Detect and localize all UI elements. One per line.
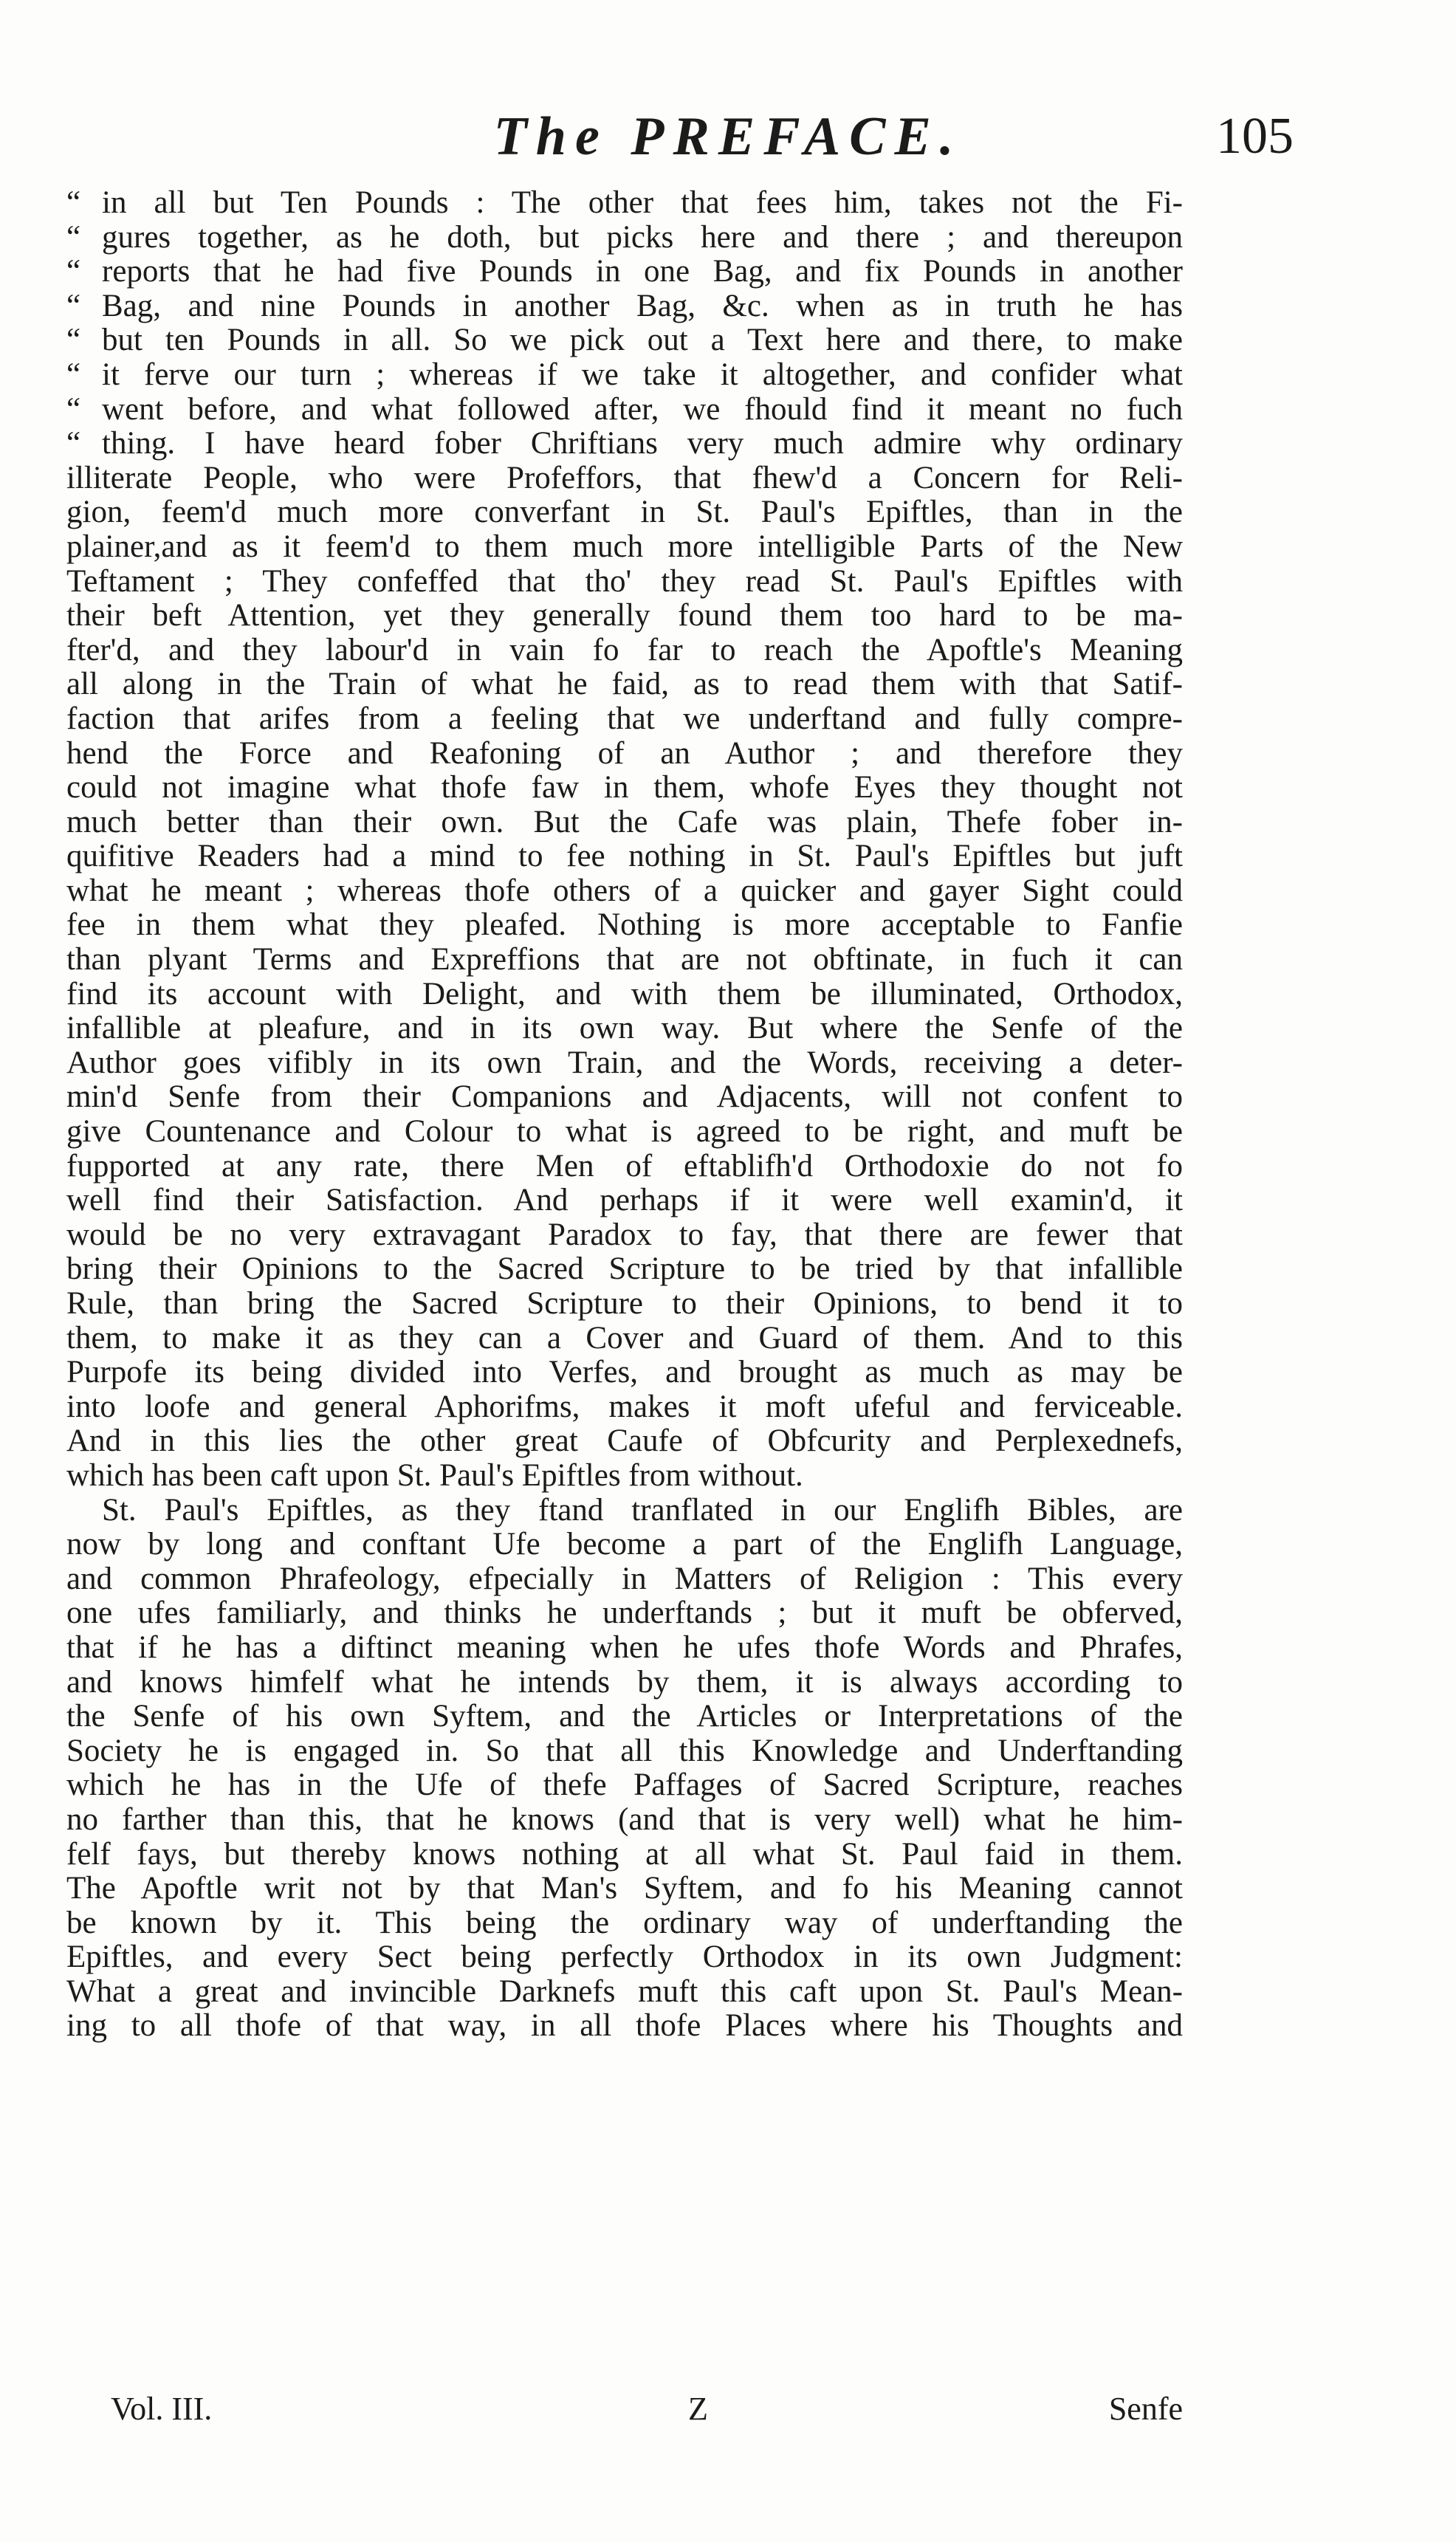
text-line: “ gures together, as he doth, but picks here and there ; and thereupon	[66, 221, 1183, 255]
text-line: no farther than this, that he knows (and that is very well) what he him-	[66, 1802, 1183, 1837]
text-line: into loofe and general Aphorifms, makes it moft ufeful and ferviceable.	[66, 1389, 1183, 1424]
page-footer	[0, 2387, 1456, 2431]
text-line: illiterate People, who were Profeffors, that fhew'd a Concern for Reli-	[66, 461, 1183, 495]
text-line: “ Bag, and nine Pounds in another Bag, &c. when as in truth he has	[66, 289, 1183, 324]
text-line: which he has in the Ufe of thefe Paffages of Sacred Scripture, reaches	[66, 1768, 1183, 1803]
text-line: “ in all but Ten Pounds : The other that fees him, takes not the Fi-	[66, 186, 1183, 221]
text-line: could not imagine what thofe faw in them, whofe Eyes they thought not	[66, 771, 1183, 805]
text-line: “ but ten Pounds in all. So we pick out a Text here and there, to make	[66, 323, 1183, 358]
text-line: fee in them what they pleafed. Nothing is more acceptable to Fanfie	[66, 908, 1183, 943]
text-line: hend the Force and Reafoning of an Author ; and therefore they	[66, 736, 1183, 771]
text-line: be known by it. This being the ordinary way of underftanding the	[66, 1906, 1183, 1940]
text-line: ing to all thofe of that way, in all thofe Places where his Thoughts and	[66, 2009, 1183, 2044]
text-line: Teftament ; They confeffed that tho' they read St. Paul's Epiftles with	[66, 564, 1183, 599]
text-line: St. Paul's Epiftles, as they ftand tranflated in our Englifh Bibles, are	[102, 1493, 1183, 1528]
text-line: What a great and invincible Darknefs muft this caft upon St. Paul's Mean-	[66, 1974, 1183, 2009]
text-line: “ went before, and what followed after, we fhould find it meant no fuch	[66, 393, 1183, 427]
body-text	[66, 186, 1183, 2044]
page-number: 105	[1216, 108, 1294, 165]
text-line: fter'd, and they labour'd in vain fo far to reach the Apoftle's Meaning	[66, 633, 1183, 667]
text-line: their beft Attention, yet they generally found them too hard to be ma-	[66, 599, 1183, 633]
text-line: them, to make it as they can a Cover and Guard of them. And to this	[66, 1321, 1183, 1356]
text-line: the Senfe of his own Syftem, and the Articles or Interpretations of the	[66, 1700, 1183, 1734]
text-line: fupported at any rate, there Men of eftablifh'd Orthodoxie do not fo	[66, 1149, 1183, 1184]
text-line: which has been caft upon St. Paul's Epiftles from without.	[66, 1458, 803, 1493]
text-line: Author goes vifibly in its own Train, and the Words, receiving a deter-	[66, 1045, 1183, 1080]
text-line: bring their Opinions to the Sacred Scripture to be tried by that infallible	[66, 1252, 1183, 1287]
text-line: The Apoftle writ not by that Man's Syftem, and fo his Meaning cannot	[66, 1872, 1183, 1906]
text-line: one ufes familiarly, and thinks he underftands ; but it muft be obferved,	[66, 1596, 1183, 1631]
text-line: that if he has a diftinct meaning when he ufes thofe Words and Phrafes,	[66, 1630, 1183, 1665]
text-line: “ reports that he had five Pounds in one Bag, and fix Pounds in another	[66, 255, 1183, 289]
text-line: than plyant Terms and Expreffions that are not obftinate, in fuch it can	[66, 943, 1183, 978]
text-line: “ thing. I have heard fober Chriftians very much admire why ordinary	[66, 427, 1183, 461]
text-line: Purpofe its being divided into Verfes, and brought as much as may be	[66, 1356, 1183, 1390]
text-line: find its account with Delight, and with them be illuminated, Orthodox,	[66, 977, 1183, 1011]
text-line: and common Phrafeology, efpecially in Matters of Religion : This every	[66, 1562, 1183, 1596]
running-head	[0, 96, 1456, 177]
text-line: And in this lies the other great Caufe of Obfcurity and Perplexednefs,	[66, 1424, 1183, 1459]
text-line: all along in the Train of what he faid, as to read them with that Satif-	[66, 667, 1183, 702]
text-line: gion, feem'd much more converfant in St. Paul's Epiftles, than in the	[66, 495, 1183, 530]
text-line: Epiftles, and every Sect being perfectly Orthodox in its own Judgment:	[66, 1940, 1183, 1975]
text-line: now by long and conftant Ufe become a part of the Englifh Language,	[66, 1528, 1183, 1562]
text-line: faction that arifes from a feeling that we underftand and fully compre-	[66, 701, 1183, 736]
text-line: much better than their own. But the Cafe was plain, Thefe fober in-	[66, 805, 1183, 839]
text-line: quifitive Readers had a mind to fee nothing in St. Paul's Epiftles but juft	[66, 839, 1183, 874]
signature-mark: Z	[688, 2391, 708, 2427]
text-line: Society he is engaged in. So that all this Knowledge and Underftanding	[66, 1734, 1183, 1768]
text-line: would be no very extravagant Paradox to fay, that there are fewer that	[66, 1217, 1183, 1252]
text-line: well find their Satisfaction. And perhaps if it were well examin'd, it	[66, 1184, 1183, 1218]
text-line: felf fays, but thereby knows nothing at all what St. Paul faid in them.	[66, 1837, 1183, 1872]
text-line: infallible at pleafure, and in its own way. But where the Senfe of the	[66, 1011, 1183, 1046]
page-title: The PREFACE.	[493, 106, 963, 167]
catchword: Senfe	[1108, 2391, 1183, 2427]
text-line: Rule, than bring the Sacred Scripture to their Opinions, to bend it to	[66, 1287, 1183, 1321]
text-line: what he meant ; whereas thofe others of a quicker and gayer Sight could	[66, 873, 1183, 908]
text-line: and knows himfelf what he intends by them, it is always according to	[66, 1665, 1183, 1700]
text-line: give Countenance and Colour to what is agreed to be right, and muft be	[66, 1115, 1183, 1150]
text-line: plainer,and as it feem'd to them much more intelligible Parts of the New	[66, 529, 1183, 564]
text-line: min'd Senfe from their Companions and Adjacents, will not confent to	[66, 1080, 1183, 1115]
text-line: “ it ferve our turn ; whereas if we take it altogether, and confider what	[66, 358, 1183, 393]
volume-label: Vol. III.	[111, 2391, 213, 2427]
